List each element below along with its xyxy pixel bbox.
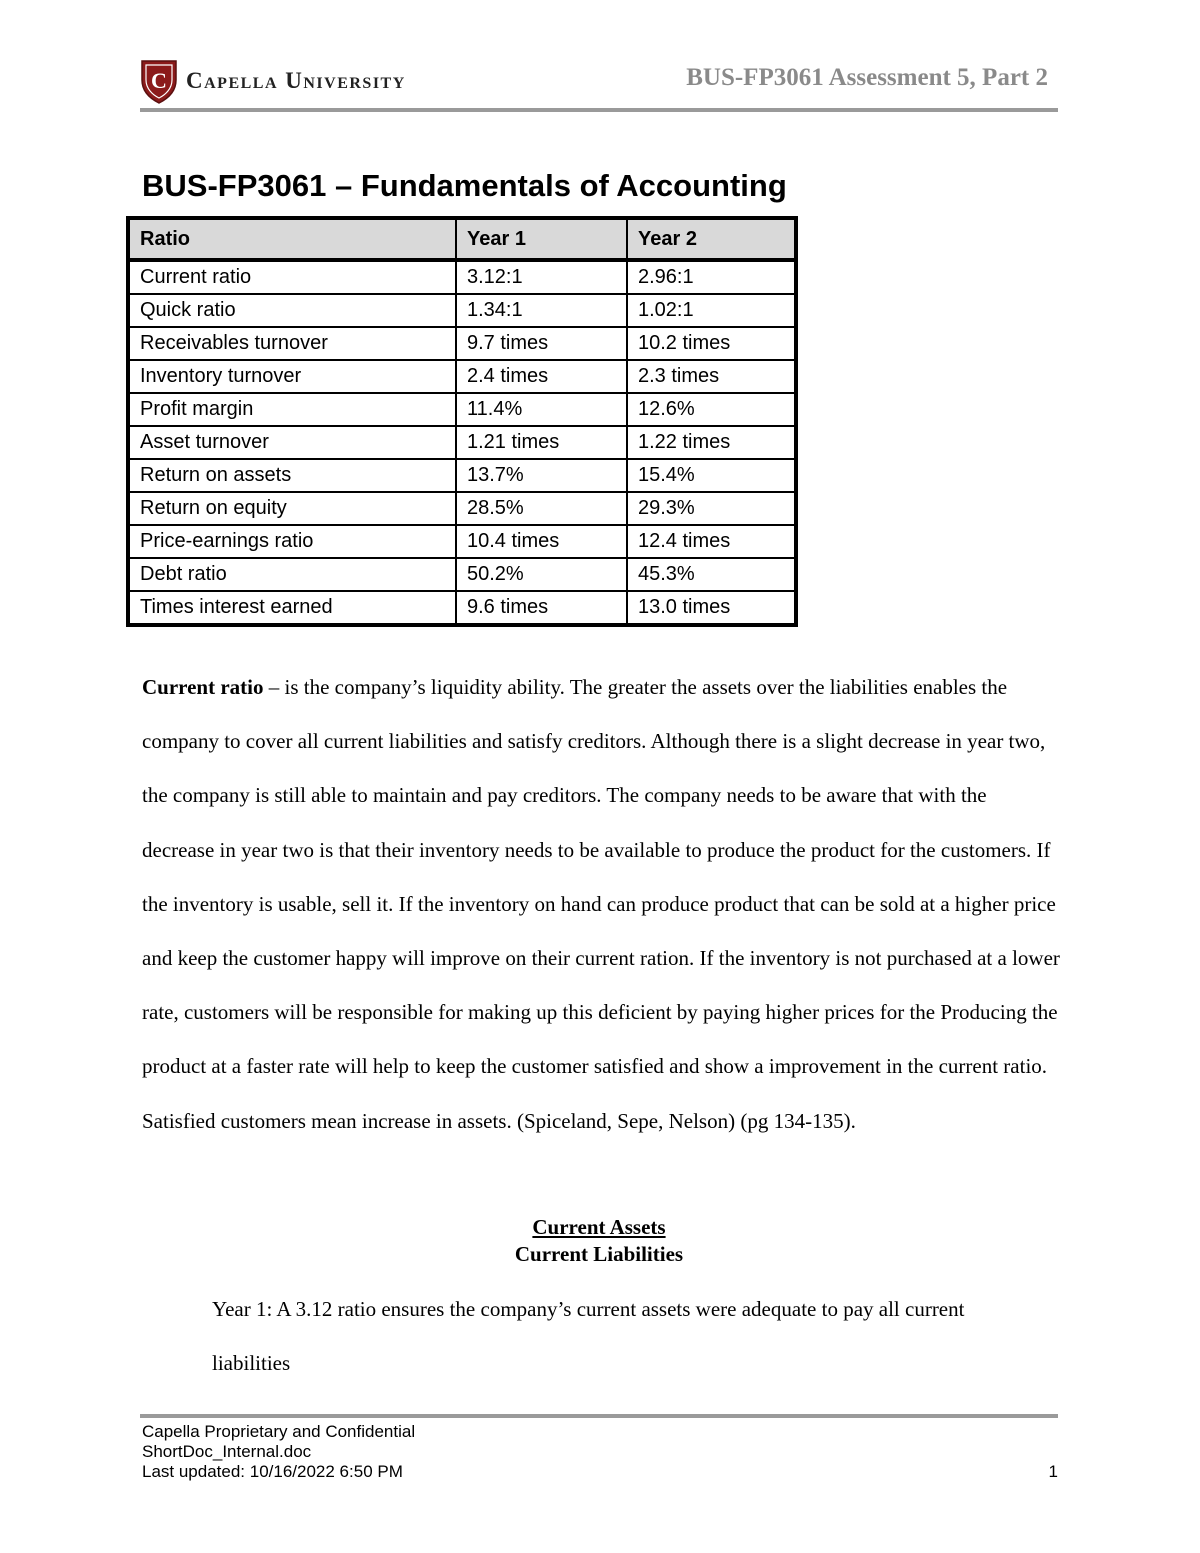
year-1-value-cell: 28.5%: [456, 492, 627, 525]
column-header-year-2: Year 2: [627, 218, 796, 260]
table-row: [128, 426, 796, 459]
ratio-name-cell: Times interest earned: [128, 591, 456, 625]
year-1-value-cell: 13.7%: [456, 459, 627, 492]
page-title: BUS-FP3061 – Fundamentals of Accounting: [142, 168, 787, 203]
shield-icon: [140, 58, 178, 104]
formula-numerator: Current Assets: [532, 1215, 666, 1239]
page-number: 1: [1048, 1462, 1058, 1481]
current-ratio-paragraph: [142, 660, 1060, 1148]
ratio-name-cell: Return on assets: [128, 459, 456, 492]
column-header-year-1: Year 1: [456, 218, 627, 260]
paragraph-lead: Current ratio: [142, 675, 264, 699]
document-code: BUS-FP3061 Assessment 5, Part 2: [686, 64, 1048, 91]
logo-wordmark: Capella University: [186, 68, 406, 93]
table-row: [128, 294, 796, 327]
year-1-value-cell: 1.34:1: [456, 294, 627, 327]
logo-letter: C: [151, 68, 167, 93]
header-divider: [140, 108, 1058, 112]
year-2-value-cell: 1.22 times: [627, 426, 796, 459]
year-1-value-cell: 50.2%: [456, 558, 627, 591]
ratio-table: [126, 216, 798, 627]
table-header-row: [128, 218, 796, 260]
year-2-value-cell: 1.02:1: [627, 294, 796, 327]
year-2-value-cell: 12.4 times: [627, 525, 796, 558]
year-2-value-cell: 10.2 times: [627, 327, 796, 360]
page-header: [140, 56, 1058, 108]
table-row: [128, 525, 796, 558]
footer-confidential: Capella Proprietary and Confidential: [142, 1422, 416, 1441]
table-row: [128, 260, 796, 294]
footer-last-updated: Last updated: 10/16/2022 6:50 PM: [142, 1462, 403, 1481]
ratio-name-cell: Receivables turnover: [128, 327, 456, 360]
year-2-value-cell: 2.96:1: [627, 260, 796, 294]
table-row: [128, 459, 796, 492]
year-2-value-cell: 13.0 times: [627, 591, 796, 625]
page-footer: [142, 1422, 415, 1482]
capella-logo: [140, 56, 406, 106]
current-ratio-formula: [140, 1214, 1058, 1268]
year-1-value-cell: 11.4%: [456, 393, 627, 426]
footer-filename: ShortDoc_Internal.doc: [142, 1442, 312, 1461]
year-1-value-cell: 3.12:1: [456, 260, 627, 294]
ratio-name-cell: Return on equity: [128, 492, 456, 525]
table-row: [128, 393, 796, 426]
year-1-note: Year 1: A 3.12 ratio ensures the company’s current assets were adequate to pay all current liabilities: [212, 1297, 965, 1376]
footer-divider: [140, 1414, 1058, 1418]
paragraph-text: – is the company’s liquidity ability. The greater the assets over the liabilities enables the company to cover all current liabilities and satisfy creditors. Although there is a slight decrease in year two, the company is still able to maintain and pay creditors. The company needs to be aware that with the decrease in year two is that their inventory needs to be available to produce the product for the customers. If the inventory is usable, sell it. If the inventory on hand can produce product that can be sold at a higher price and keep the customer happy will improve on their current ration. If the inventory is not purchased at a lower rate, customers will be responsible for making up this deficient by paying higher prices for the Producing the product at a faster rate will help to keep the customer satisfied and show a improvement in the current ratio. Satisfied customers mean increase in assets. (Spiceland, Sepe, Nelson) (pg 134-135).: [142, 675, 1060, 1133]
year-1-value-cell: 2.4 times: [456, 360, 627, 393]
ratio-name-cell: Price-earnings ratio: [128, 525, 456, 558]
table-body: [128, 260, 796, 625]
table-row: [128, 360, 796, 393]
year-2-value-cell: 29.3%: [627, 492, 796, 525]
year-2-value-cell: 12.6%: [627, 393, 796, 426]
year-1-value-cell: 9.7 times: [456, 327, 627, 360]
formula-denominator: Current Liabilities: [514, 1242, 684, 1266]
year-1-value-cell: 9.6 times: [456, 591, 627, 625]
table-row: [128, 558, 796, 591]
year-1-value-cell: 1.21 times: [456, 426, 627, 459]
ratio-name-cell: Quick ratio: [128, 294, 456, 327]
ratio-name-cell: Inventory turnover: [128, 360, 456, 393]
ratio-name-cell: Current ratio: [128, 260, 456, 294]
table-row: [128, 591, 796, 625]
year-2-value-cell: 2.3 times: [627, 360, 796, 393]
year-2-value-cell: 45.3%: [627, 558, 796, 591]
ratio-name-cell: Profit margin: [128, 393, 456, 426]
year-1-value-cell: 10.4 times: [456, 525, 627, 558]
ratio-name-cell: Asset turnover: [128, 426, 456, 459]
table-row: [128, 492, 796, 525]
ratio-name-cell: Debt ratio: [128, 558, 456, 591]
table-row: [128, 327, 796, 360]
year-2-value-cell: 15.4%: [627, 459, 796, 492]
column-header-ratio: Ratio: [128, 218, 456, 260]
